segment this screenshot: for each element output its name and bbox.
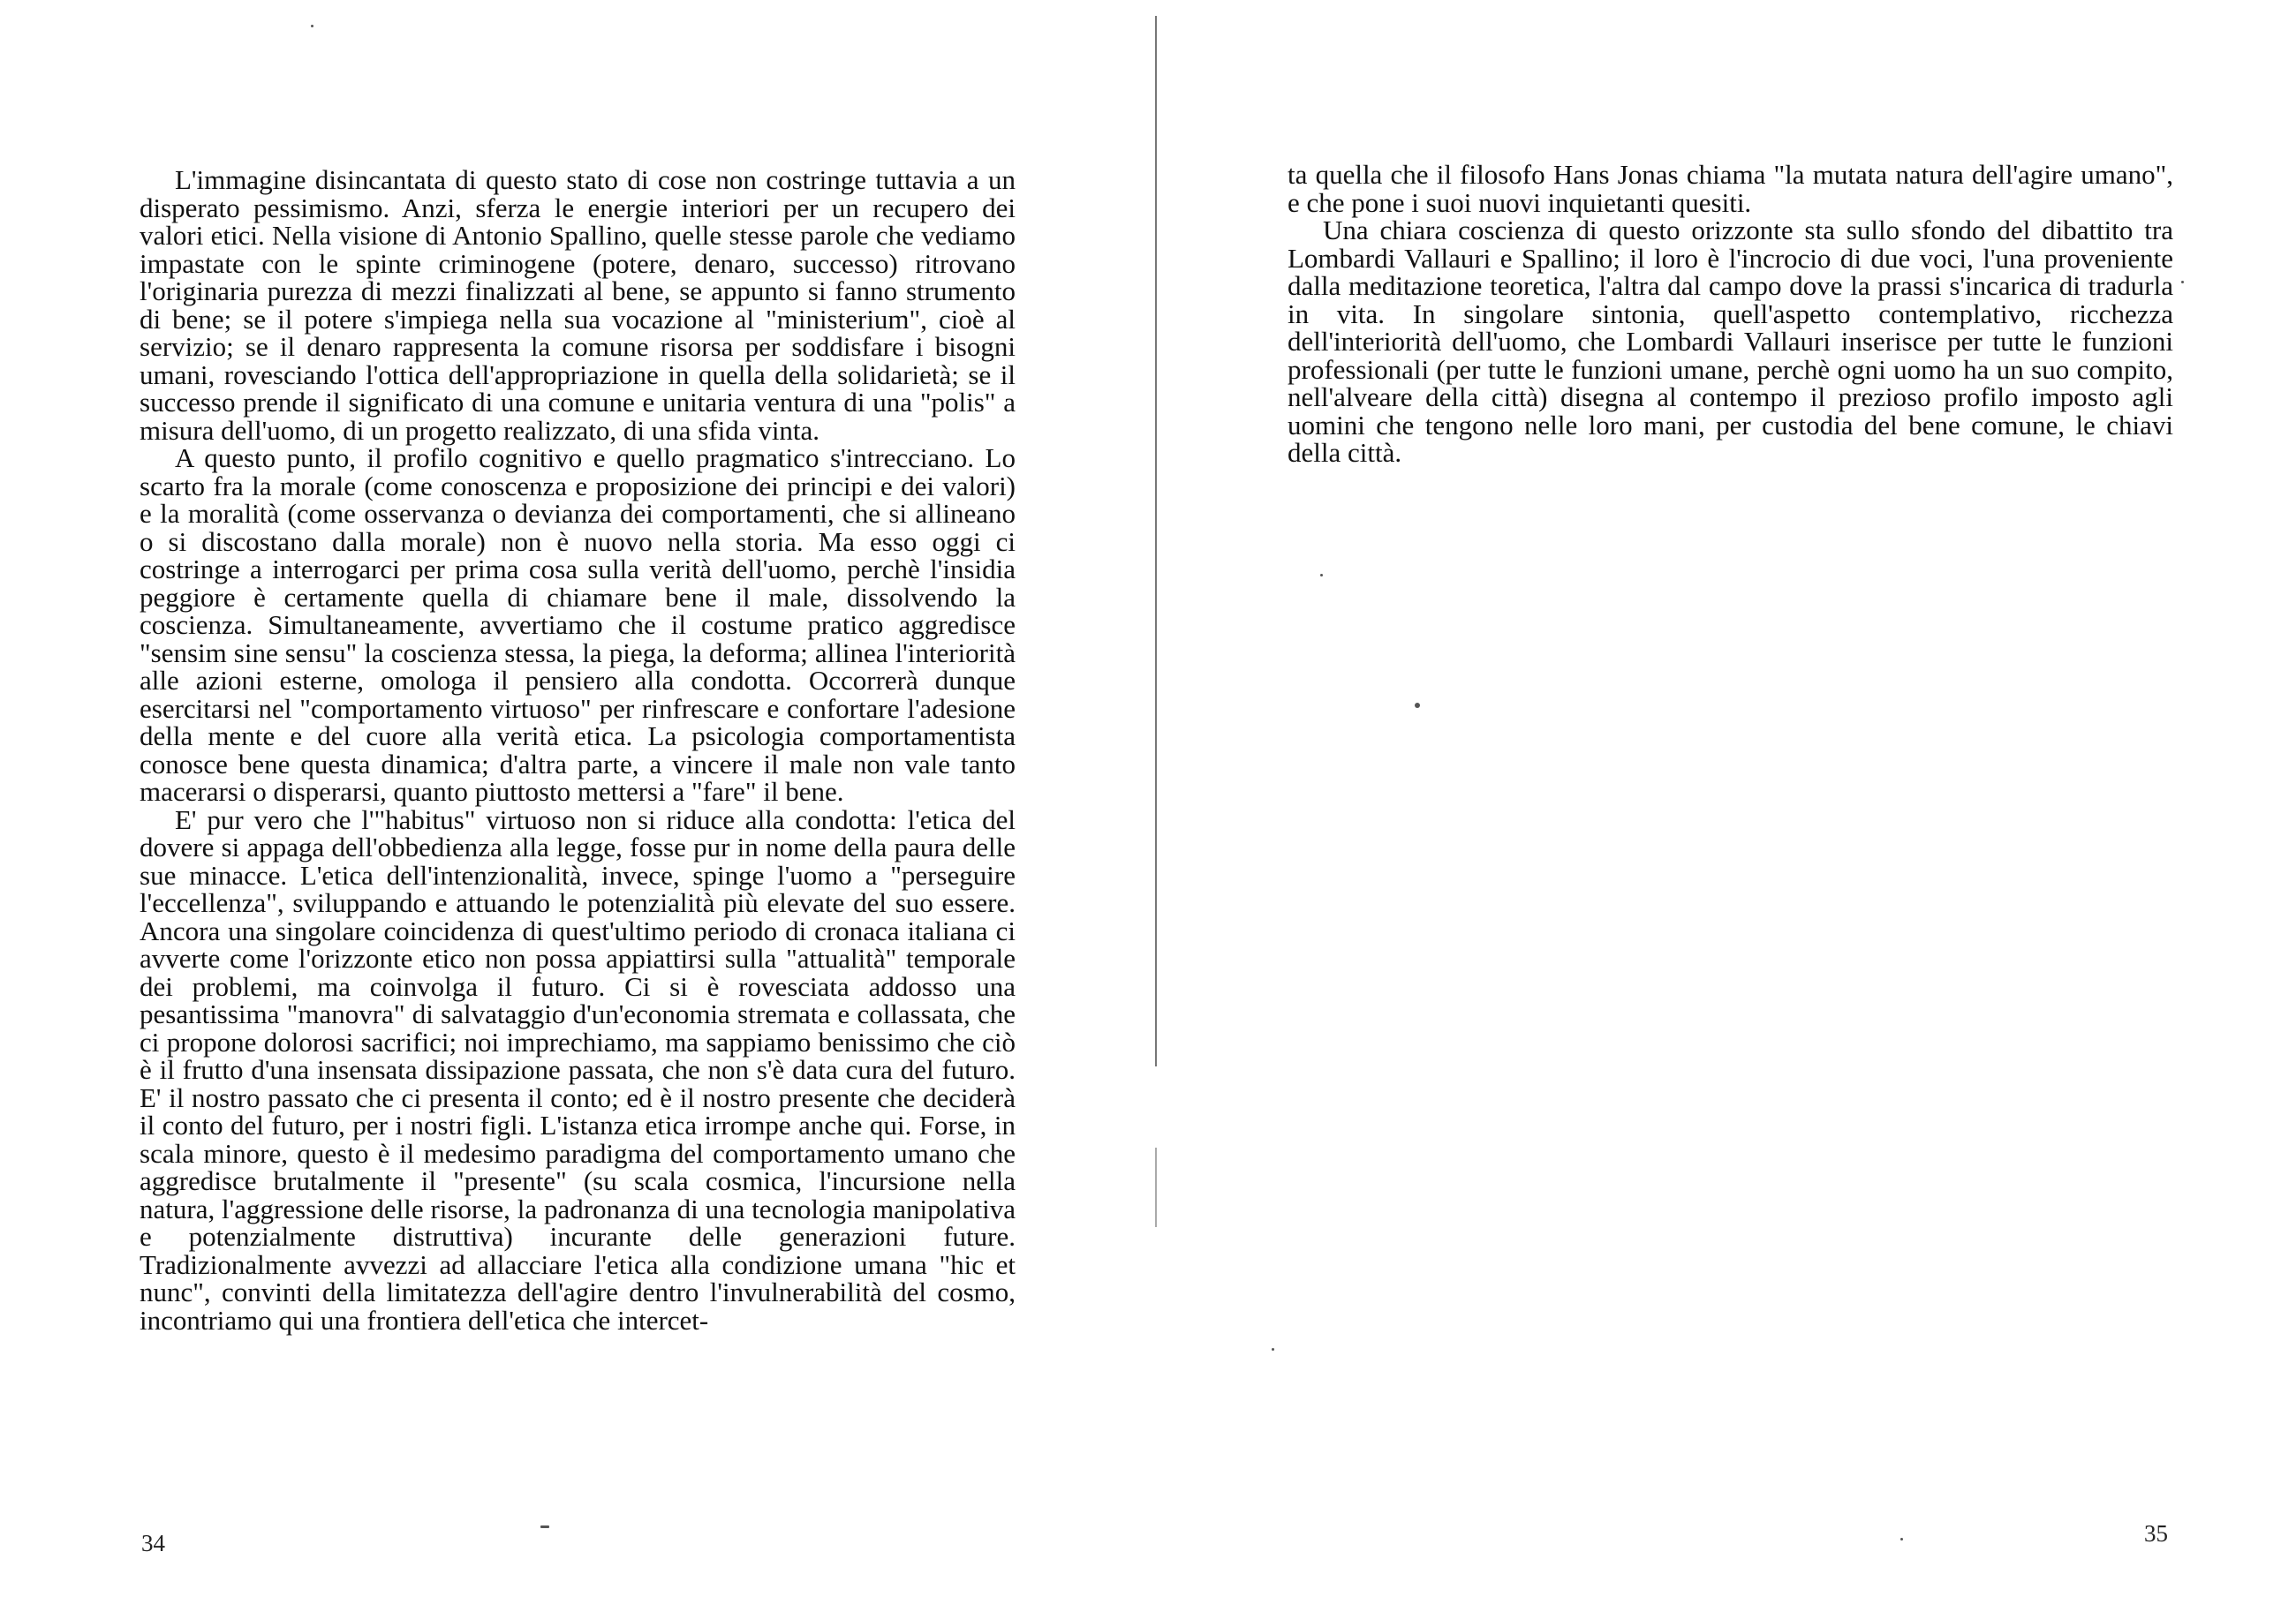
right-page-body [1288,161,2173,467]
scan-speck [1900,1538,1903,1540]
page-number: 35 [2144,1520,2168,1547]
scan-speck [1320,574,1323,576]
scan-speck [311,25,313,27]
left-page-body [140,166,1016,1334]
paragraph: Una chiara coscienza di questo orizzonte sta sullo sfondo del dibattito tra Lombardi Vallauri e Spallino; il loro è l'incrocio di due voci, l'una proveniente dalla meditazione teoretica, l'altra dal campo dove la prassi s'incarica di tradurla in vita. In singolare sintonia, quell'aspetto contemplativo, ricchezza dell'interiorità dell'uomo, che Lombardi Vallauri inserisce per tutte le funzioni professionali (per tutte le funzioni umane, perchè ogni uomo ha un suo compito, nell'alveare della città) disegna al contempo il prezioso profilo imposto agli uomini che tengono nelle loro mani, per custodia del bene comune, le chiavi della città. [1288,215,2173,468]
scan-speck [1272,1348,1274,1351]
paragraph: E' pur vero che l'"habitus" virtuoso non si riduce alla condotta: l'etica del dovere si appaga dell'obbedienza alla legge, fosse pur in nome della paura delle sue minacce. L'etica dell'intenzionalità, invece, spinge l'uomo a "perseguire l'eccellenza", sviluppando e attuando le potenzialità più elevate del suo essere. Ancora una singolare coincidenza di quest'ultimo periodo di cronaca italiana ci avverte come l'orizzonte etico non possa appiattirsi sulla "attualità" temporale dei problemi, ma coinvolga il futuro. Ci si è rovesciata addosso una pesantissima "manovra" di salvataggio d'un'economia stremata e collassata, che ci propone dolorosi sacrifici; noi imprechiamo, ma sappiamo benissimo che ciò è il frutto d'una insensata dissipazione passata, che non s'è data cura del futuro. E' il nostro passato che ci presenta il conto; ed è il nostro presente che deciderà il conto del futuro, per i nostri figli. L'istanza etica irrompe anche qui. Forse, in scala minore, questo è il medesimo paradigma del comportamento umano che aggredisce brutalmente il "presente" (su scala cosmica, l'incursione nella natura, l'aggressione delle risorse, la padronanza di una tecnologia manipolativa e potenzialmente distruttiva) incurante delle generazioni future. Tradizionalmente avvezzi ad allacciare l'etica alla condizione umana "hic et nunc", convinti della limitatezza dell'agire dentro l'invulnerabilità del cosmo, incontriamo qui una frontiera dell'etica che intercet- [140,803,1016,1336]
scan-speck [540,1525,549,1528]
paragraph: L'immagine disincantata di questo stato di cose non costringe tuttavia a un disperato pessimismo. Anzi, sferza le energie interiori per un recupero dei valori etici. Nella visione di Antonio Spallino, quelle stesse parole che vediamo impastate con le spinte criminogene (potere, denaro, successo) ritrovano l'originaria purezza di mezzi finalizzati al bene, se appunto si fanno strumento di bene; se il potere s'impiega nella sua vocazione al "ministerium", cioè al servizio; se il denaro rappresenta la comune risorsa per soddisfare i bisogni umani, rovesciando l'ottica dell'appropriazione in quella della solidarietà; se il successo prende il significato di una comune e unitaria ventura di una "polis" a misura dell'uomo, di un progetto realizzato, di una sfida vinta. [140,164,1016,446]
page-number: 34 [141,1530,165,1556]
paragraph: A questo punto, il profilo cognitivo e quello pragmatico s'intrecciano. Lo scarto fra la morale (come conoscenza e proposizione dei principi e dei valori) e la moralità (come osservanza o devianza dei comportamenti, che si allineano o si discostano dalla morale) non è nuovo nella storia. Ma esso oggi ci costringe a interrogarci per prima cosa sulla verità dell'uomo, perchè l'insidia peggiore è certamente quella di chiamare bene il male, dissolvendo la coscienza. Simultaneamente, avvertiamo che il costume pratico aggredisce "sensim sine sensu" la coscienza stessa, la piega, la deforma; allinea l'interiorità alle azioni esterne, omologa il pensiero alla condotta. Occorrerà dunque esercitarsi nel "comportamento virtuoso" per rinfrescare e confortare l'adesione della mente e del cuore alla verità etica. La psicologia comportamentista conosce bene questa dinamica; d'altra parte, a vincere il male non vale tanto macerarsi o disperarsi, quanto piuttosto mettersi a "fare" il bene. [140,442,1016,807]
paragraph: ta quella che il filosofo Hans Jonas chiama "la mutata natura dell'agire umano", e che pone i suoi nuovi inquietanti quesiti. [1288,159,2173,218]
scan-speck [1415,703,1420,708]
scan-speck [2181,281,2184,283]
right-page [1157,0,2296,1612]
